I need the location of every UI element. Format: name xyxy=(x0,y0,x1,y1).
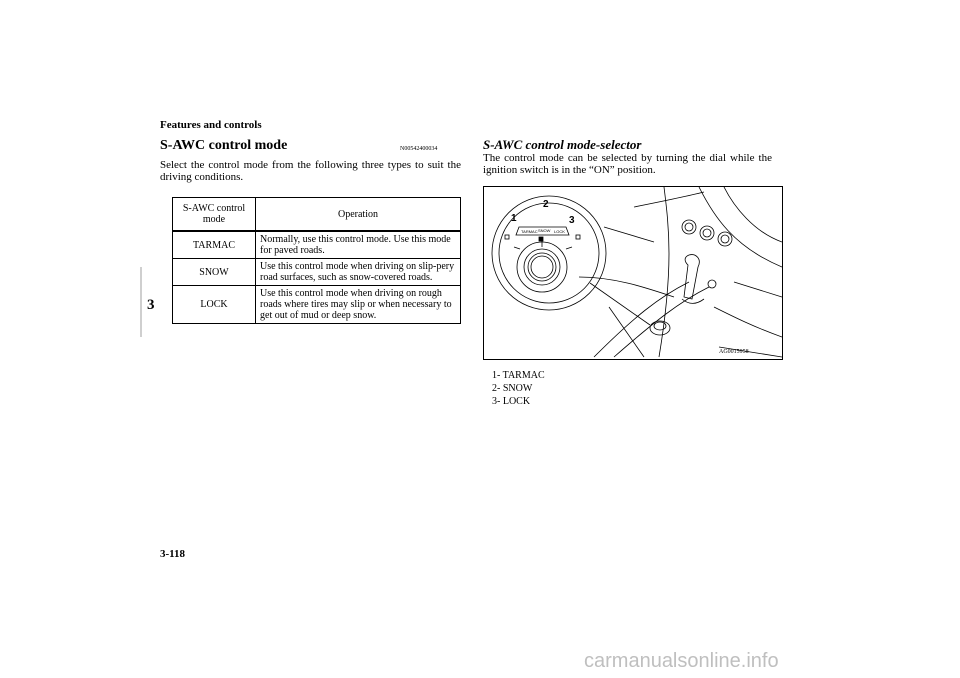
callout-1: 1 xyxy=(511,213,517,224)
dial-illustration-svg xyxy=(484,187,782,359)
operation-cell: Use this control mode when driving on rough roads where tires may slip or when necessary to get out of mud or deep snow. xyxy=(256,286,461,324)
table-row xyxy=(173,286,461,324)
mode-cell: LOCK xyxy=(173,286,256,324)
page-header: Features and controls xyxy=(160,119,262,131)
dial-label-lock: LOCK xyxy=(554,229,565,234)
dial-label-tarmac: TARMAC xyxy=(521,229,538,234)
legend-item: 3- LOCK xyxy=(492,396,531,407)
column-header-operation: Operation xyxy=(256,198,461,232)
operation-cell: Use this control mode when driving on slip-pery road surfaces, such as snow-covered roads. xyxy=(256,259,461,286)
mode-cell: SNOW xyxy=(173,259,256,286)
section-title: S-AWC control mode xyxy=(160,138,288,153)
selector-paragraph: The control mode can be selected by turning the dial while the ignition switch is in the “ON” position. xyxy=(483,152,772,176)
table-row xyxy=(173,231,461,259)
selector-illustration xyxy=(483,186,783,360)
table-header-row xyxy=(173,198,461,232)
page-number: 3-118 xyxy=(160,548,186,560)
column-header-mode: S-AWC control mode xyxy=(173,198,256,232)
callout-3: 3 xyxy=(569,215,575,226)
chapter-tab-bar xyxy=(140,267,142,337)
figure-legend xyxy=(492,369,545,408)
legend-item: 1- TARMAC xyxy=(492,370,545,381)
mode-cell: TARMAC xyxy=(173,231,256,259)
operation-cell: Normally, use this control mode. Use this mode for paved roads. xyxy=(256,231,461,259)
watermark: carmanualsonline.info xyxy=(584,650,779,672)
intro-paragraph: Select the control mode from the following three types to suit the driving conditions. xyxy=(160,159,461,183)
control-mode-table xyxy=(172,197,461,324)
table-row xyxy=(173,259,461,286)
legend-item: 2- SNOW xyxy=(492,383,533,394)
figure-code: AG0015958 xyxy=(719,349,749,355)
dial-label-snow: SNOW xyxy=(538,228,551,233)
selector-title: S-AWC control mode-selector xyxy=(483,137,642,152)
reference-code: N00542400034 xyxy=(400,146,438,152)
chapter-tab: 3 xyxy=(147,297,155,313)
callout-2: 2 xyxy=(543,199,549,210)
